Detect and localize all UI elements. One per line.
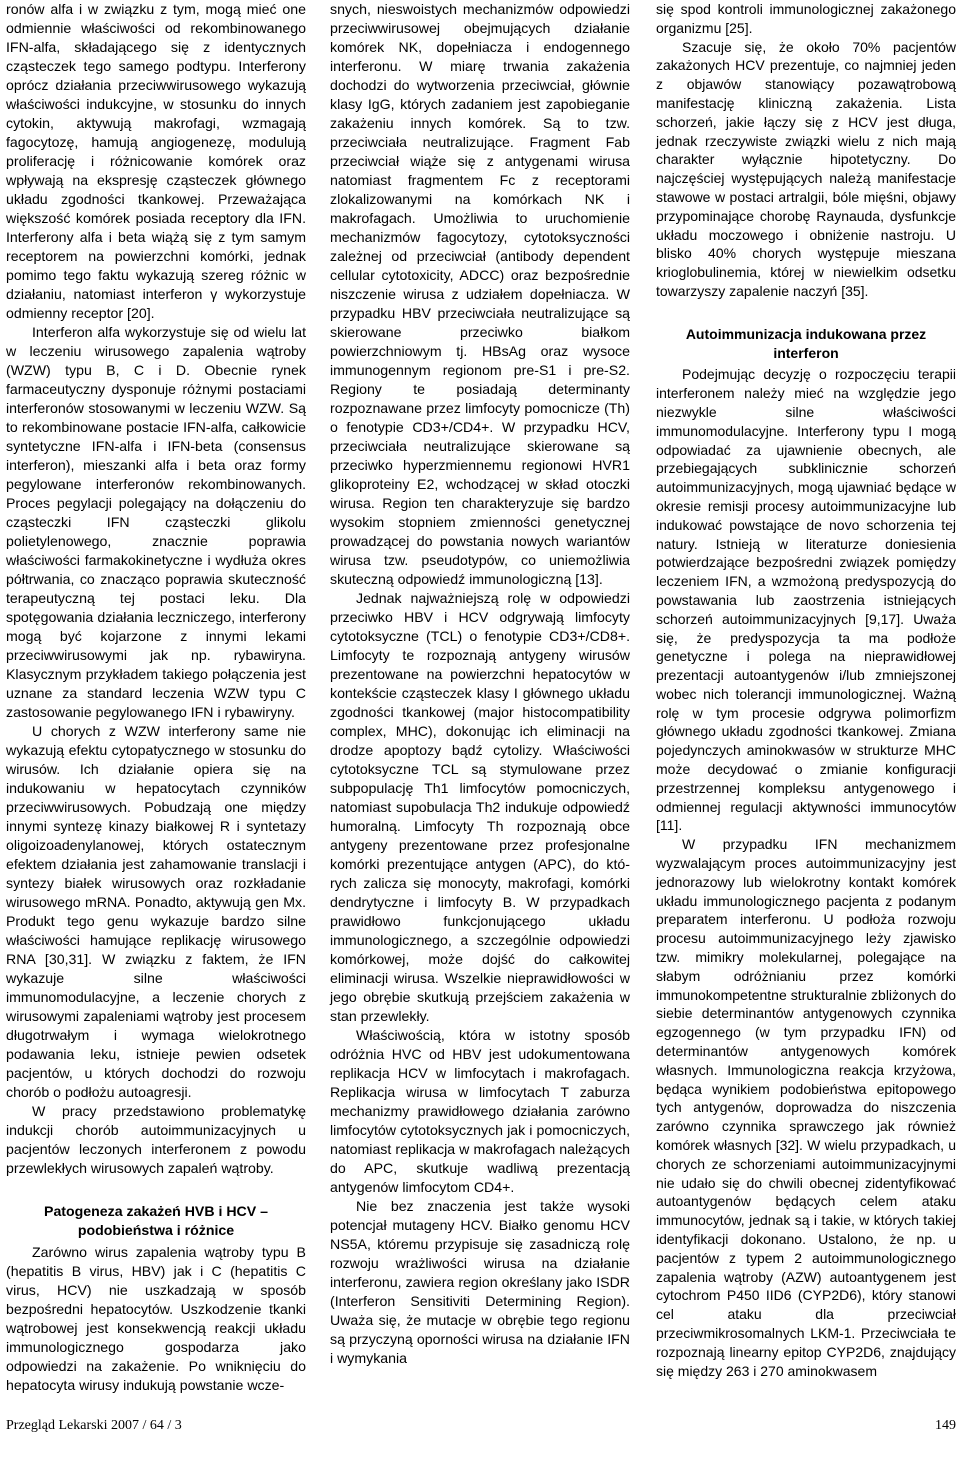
body-paragraph: Podejmując decyzję o rozpoczęciu terapii interferonem należy mieć na względzie jego niezwykle silne właściwości immunomodulacyjne. Interferony typu I mogą odpowiadać za ujawnienie obecnych, ale przebiegających subklinicznie schorzeń autoimmunizacyjnych, mogą ujawniać będące w okresie remisji procesy autoimmunizacyjne lub indukować powstające de novo schorzenia tej natury. Istnieją w literaturze doniesienia potwierdzające bezpośredni związek pomiędzy leczeniem IFN, a wzmożoną predyspozycją do powstawania lub zaostrzenia istniejących schorzeń autoimmunizacyjnych [9,17]. Uważa się, że predyspozycja ta ma podłoże genetyczne i polega na nieprawidłowej prezentacji autoantygenów i/lub zmniejszonej wobec nich tolerancji immunologicznej. Ważną rolę w tym procesie odgrywa polimorfizm głównego układu zgodności tkankowej. Zmiana pojedynczych aminokwasów w strukturze MHC może decydować o zmianie konfiguracji przestrzennej kompleksu antygenowego i odmiennej regulacji aktywności immunocytów [11]. [656,366,956,834]
body-paragraph: W przypadku IFN mechanizmem wyzwalającym proces autoimmunizacyjny jest jednorazowy lub wielokrotny kontakt komórek układu immunologicznego pacjenta z podanym preparatem interferonu. U podłoża rozwoju procesu autoimmunizacyjnego leży zjawisko tzw. mimikry molekularnej, polegające na słabym odróżnianiu przez komórki immunokompetentne strukturalnie zbliżonych do siebie determinantów antygenowych czynnika egzogennego (w tym przypadku IFN) od determinantów antygenowych komórek własnych. Immunologiczna reakcja krzyżowa, będąca wynikiem podobieństwa epitopowego tych antygenów, doprowadza do niszczenia zarówno czynnika sprawczego jak również komórek własnych [32]. W wielu przypadkach, u chorych ze schorzeniami autoimmunizacyjnymi nie udało się do chwili obecnej zidentyfikować autoantygenów będących celem ataku immunocytów, jednak są i takie, w których takiej identyfikacji dokonano. Ustalono, że np. u pacjentów z typem 2 autoimmunologicznego zapalenia wątroby (AZW) autoantygenem jest cytochrom P450 IID6 (CYP2D6), który stanowi cel ataku dla przeciwciał przeciwmikrosomalnych LKM-1. Przeciwciała te rozpoznają linearny epitop CYP2D6, znajdujący się między 263 i 270 aminokwasem [656,836,956,1379]
page-number: 149 [935,1418,956,1433]
body-paragraph: Zarówno wirus zapalenia wątroby typu B (hepatitis B virus, HBV) jak i C (hepatitis C virus, HCV) nie uszkadzają w sposób bezpośredni hepatocytów. Uszkodzenie tkanki wątrobowej jest konsekwencją reakcji układu immunologicznego gospodarza jako odpowiedzi na zakażenie. Po wniknięciu do hepatocyta wirusy indukują powstanie wcze- [6,1244,306,1393]
text-column-1 [6,0,306,1395]
body-paragraph: Szacuje się, że około 70% pacjentów zakażonych HCV prezentuje, co najmniej jeden z objawów stanowiący pozawątrobową manifestację kliniczną zakażenia. Lista schorzeń, jakie łączy się z HCV jest długa, jednak rzeczywiste związki wielu z nich mają charakter wyłącznie hipotetyczny. Do najczęściej występujących należą manifestacje stawowe w postaci artralgii, bóle mięśni, objawy przypominające chorobę Raynauda, dysfunkcje układu moczowego i obniżenie nastroju. U blisko 40% chorych występuje mieszana krioglobulinemia, której w niewielkim odsetku towarzyszy zapalenie naczyń [35]. [656,38,956,299]
body-paragraph: snych, nieswoistych mechanizmów odpowiedzi przeciwwirusowej obejmujących działanie komórek NK, dopełniacza i endogennego interferonu. W miarę trwania zakażenia dochodzi do wytworzenia przeciwciał, głównie klasy IgG, których zadaniem jest zapobieganie zakażeniu innych komórek. Są to tzw. przeciwciała neutralizujące. Fragment Fab przeciwciał wiąże się z antygenami wirusa natomiast fragmentem Fc z receptorami zlokalizowanymi na komórkach NK i makrofagach. Umożliwia to uruchomienie mechanizmów fagocytozy, cytotoksyczności zależnej od przeciwciał (antibody dependent cellular cytotoxicity, ADCC) oraz bezpośrednie niszczenie wirusa z udziałem dopełniacza. W przypadku HBV przeciwciała neutralizujące są skierowane przeciwko białkom powierzchniowym tj. HBsAg oraz wysoce immunogennym regionom pre-S1 i pre-S2. Regiony te posiadają determinanty rozpoznawane przez limfocyty pomocnicze (Th) o fenotypie CD3+/CD4+. W przypadku HCV, przeciwciała neutralizujące skierowane są przeciwko hyperzmiennemu regionowi HVR1 glikoproteiny E2, wchodzącej w skład otoczki wirusa. Region ten charakteryzuje się bardzo wysokim stopniem zmienności genetycznej prowadzącej do powstania nowych wariantów wirusa tzw. pseudotypów, co uniemożliwia skuteczną odpowiedź immunologiczną [13]. [330,1,630,587]
journal-citation: Przegląd Lekarski 2007 / 64 / 3 [6,1418,182,1433]
body-paragraph: Właściwością, która w istotny sposób odróżnia HVC od HBV jest udokumentowana replikacja HCV w limfocytach i makrofagach. Replikacja wirusa w limfocytach T zaburza mechanizmy prawidłowego działania zarówno limfocytów cytotoksycznych jak i pomocniczych, natomiast replikacja w makrofagach należących do APC, skutkuje wadliwą prezentacją antygenów limfocytom CD4+. [330,1027,630,1195]
body-paragraph: się spod kontroli immunologicznej zakażonego organizmu [25]. [656,1,956,36]
body-paragraph: Jednak najważniejszą rolę w odpowiedzi przeciwko HBV i HCV odgrywają limfocyty cytotoksyczne (TCL) o fenotypie CD3+/CD8+. Limfocyty te rozpoznają antygeny wirusów prezentowane na powierzchni hepatocytów w kontekście cząsteczek klasy I głównego układu zgodności tkankowej (major histocompatibility complex, MHC), dokonując ich eliminacji na drodze apoptozy bądź cytolizy. Właściwości cytotoksyczne TCL są stymulowane przez subpopulację Th1 limfocytów pomocniczych, natomiast supobulacja Th2 indukuje odpowiedź humoralną. Limfocyty Th rozpoznają obce antygeny prezentowane przez profesjonalne komórki prezentujące antygen (APC), do któ-rych zalicza się monocyty, makrofagi, komórki dendrytyczne i limfocyty B. W przypadkach prawidłowo funkcjonującego układu immunologicznego, a szczególnie odpowiedzi komórkowej, może dojść do całkowitej eliminacji wirusa. Wszelkie nieprawidłowości w jego obrębie skutkują przejściem zakażenia w stan przewlekły. [330,590,630,1024]
body-paragraph: W pracy przedstawiono problematykę indukcji chorób autoimmunizacyjnych u pacjentów leczonych interferonem z powodu przewlekłych wirusowych zapaleń wątroby. [6,1103,306,1176]
body-paragraph: U chorych z WZW interferony same nie wykazują efektu cytopatycznego w stosunku do wirusów. Ich działanie opiera się na indukowaniu w hepatocytach czynników przeciwwirusowych. Pobudzają one między innymi syntezę kinazy białkowej R i syntetazy oligoizoadenylanowej, których ostatecznym efektem działania jest zahamowanie translacji i syntezy białek wirusowych oraz rozkładanie wirusowego mRNA. Ponadto, aktywują gen Mx. Produkt tego genu wykazuje bardzo silne właściwości hamujące replikację wirusowego RNA [30,31]. W związku z faktem, że IFN wykazuje silne właściwości immunomodulacyjne, a leczenie chorych z wirusowymi zapaleniami wątroby jest procesem długotrwałym i wymaga wielokrotnego podawania leku, istnieje pewien odsetek pacjentów, u których dochodzi do rozwoju chorób o podłożu autoagresji. [6,723,306,1100]
section-heading: Patogeneza zakażeń HVB i HCV – podobieństwa i różnice [44,1203,268,1238]
body-paragraph: Interferon alfa wykorzystuje się od wielu lat w leczeniu wirusowego zapalenia wątroby (WZW) typu B, C i D. Obecnie rynek farmaceutyczny dysponuje różnymi postaciami interferonów stosowanymi w leczeniu WZW. Są to rekombinowane postacie IFN-alfa, całkowicie syntetyczne IFN-alfa i IFN-beta (consensus interferon), mieszanki alfa i beta oraz formy pegylowane interferonów rekombinowanych. Proces pegylacji polegający na dołączeniu do cząsteczki IFN cząsteczki glikolu polietylenowego, znacznie poprawia właściwości farmakokinetyczne i wydłuża okres półtrwania, co znacząco poprawia skuteczność terapeutyczną tej postaci leku. Dla spotęgowania działania leczniczego, interferony mogą być kojarzone z innymi lekami przeciwwirusowymi jak np. rybawiryna. Klasycznym przykładem takiego połączenia jest uznane za standard leczenia WZW typu C zastosowanie pegylowanego IFN i rybawiryny. [6,324,306,720]
body-paragraph: Nie bez znaczenia jest także wysoki potencjał mutageny HCV. Białko genomu HCV NS5A, któremu przypisuje się zasadniczą rolę rozwoju wrażliwości wirusa na działanie interferonu, zawiera region określany jako ISDR (Interferon Sensitiviti Determining Region). Uważa się, że mutacje w obrębie tego regionu są przyczyną oporności wirusa na działanie IFN i wymykania [330,1198,630,1366]
body-paragraph: ronów alfa i w związku z tym, mogą mieć one odmiennie właściwości od rekombinowanego IFN-alfa, składającego się z identycznych cząsteczek tego samego podtypu. Interferony oprócz działania przeciwwirusowego wykazują właściwości indukcyjne, w stosunku do innych cytokin, aktywują makrofagi, wzmagają fagocytozę, hamują angiogenezę, modulują proliferację i różnicowanie komórek oraz wpływają na ekspresję cząsteczek głównego układu zgodności tkankowej. Przeważająca większość komórek posiada receptory dla IFN. Interferony alfa i beta wiążą się z tym samym receptorem na powierzchni komórki, jednak pomimo tego faktu wykazują szereg różnic w działaniu, natomiast interferon γ wykorzystuje odmienny receptor [20]. [6,1,306,321]
text-column-3 [656,0,956,1380]
text-column-2 [330,0,630,1368]
section-heading: Autoimmunizacja indukowana przez interferon [685,325,927,361]
